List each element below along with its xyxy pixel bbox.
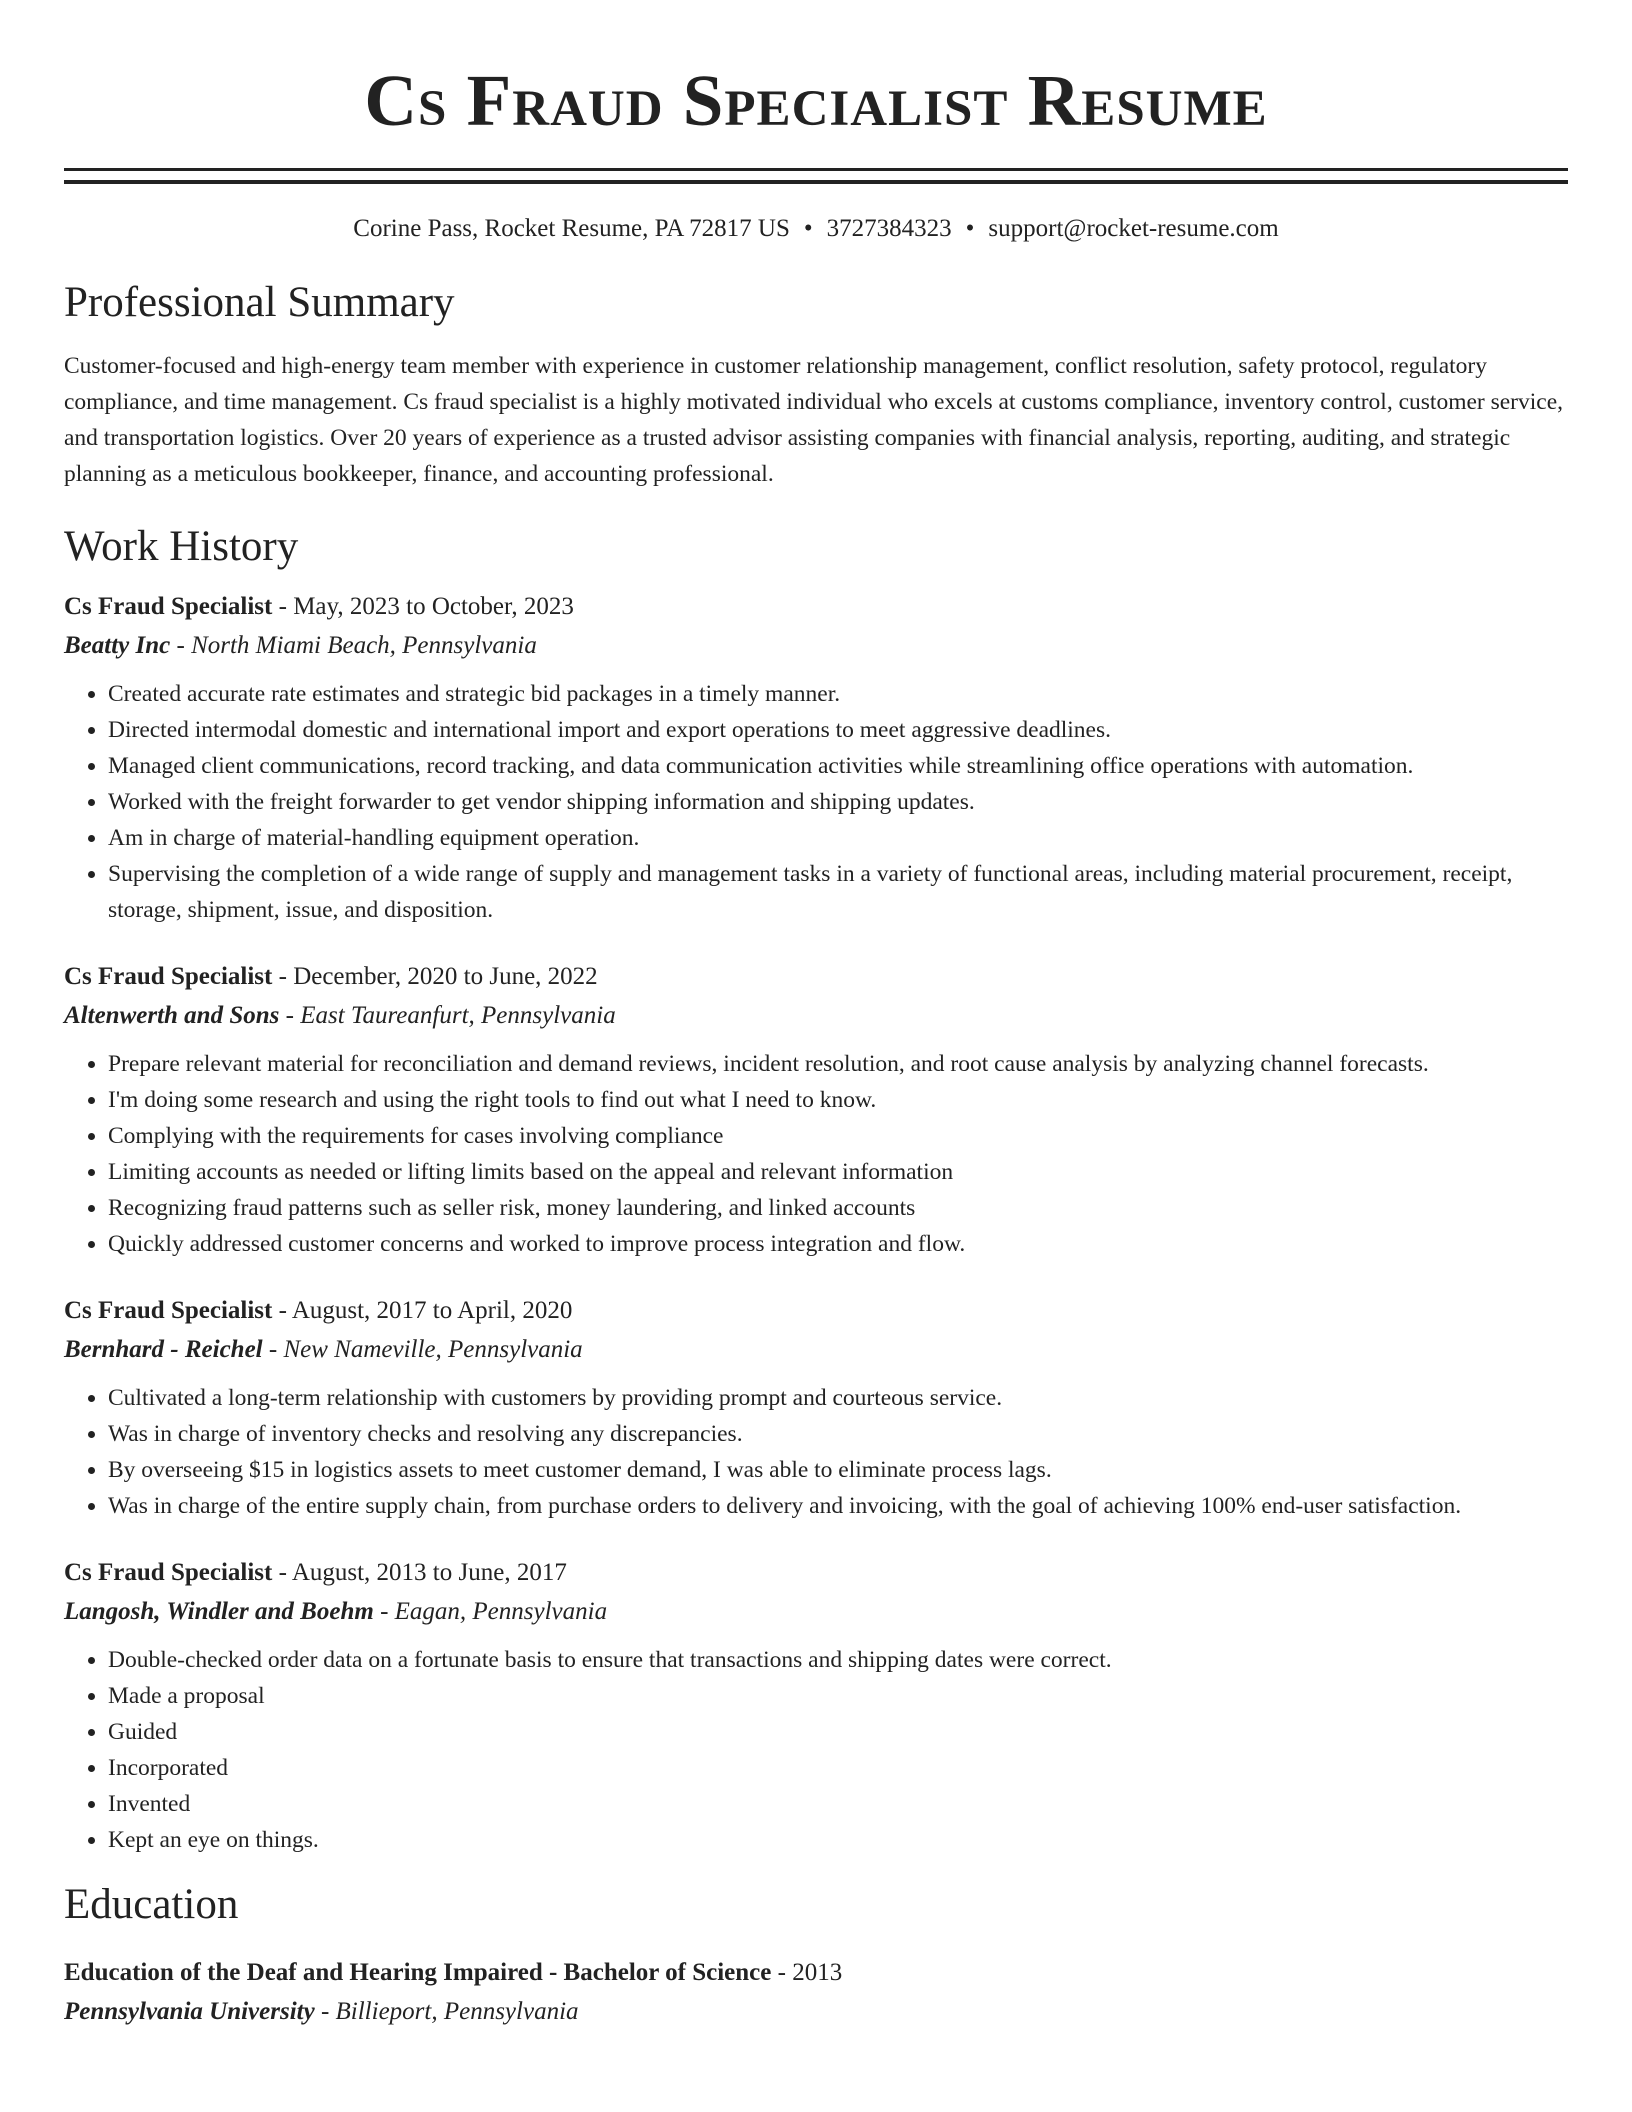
- job-company: Beatty Inc: [64, 632, 171, 659]
- list-item: • Complying with the requirements for cases involving compliance: [108, 1118, 1568, 1154]
- job-dates: August, 2013 to June, 2017: [291, 1559, 567, 1586]
- job-dates: August, 2017 to April, 2020: [291, 1297, 573, 1324]
- work-history-heading: Work History: [64, 523, 299, 570]
- job-title: Cs Fraud Specialist: [64, 1297, 273, 1324]
- job-header: [64, 1554, 1568, 1592]
- list-item: • Was in charge of the entire supply chain, from purchase orders to delivery and invoicing, with the goal of achieving 100% end-user satisfaction.: [108, 1488, 1568, 1524]
- education-degree: Education of the Deaf and Hearing Impaired - Bachelor of Science: [64, 1959, 772, 1986]
- contact-phone: 3727384323: [826, 215, 952, 242]
- work-history-section: [64, 522, 1568, 1858]
- list-item: • Worked with the freight forwarder to get vendor shipping information and shipping updates.: [108, 784, 1568, 820]
- list-item: • Created accurate rate estimates and strategic bid packages in a timely manner.: [108, 676, 1568, 712]
- job-company-line: [64, 1592, 1568, 1632]
- job-bullets: [64, 1046, 1568, 1262]
- job-company-line: [64, 1330, 1568, 1370]
- education-school-line: [64, 1992, 1568, 2032]
- page-title: Cs Fraud Specialist Resume: [364, 60, 1268, 141]
- list-item: • Supervising the completion of a wide range of supply and management tasks in a variety of functional areas, including material procurement, receipt, storage, shipment, issue, and disposition.: [108, 856, 1568, 928]
- job-entry: [64, 588, 1568, 928]
- job-company-line: [64, 626, 1568, 666]
- list-item: • Cultivated a long-term relationship with customers by providing prompt and courteous service.: [108, 1380, 1568, 1416]
- list-item: • Kept an eye on things.: [108, 1822, 1568, 1858]
- education-school: Pennsylvania University: [64, 1998, 315, 2025]
- list-item: • Managed client communications, record tracking, and data communication activities while streamlining office operations with automation.: [108, 748, 1568, 784]
- list-item: • Quickly addressed customer concerns and worked to improve process integration and flow.: [108, 1226, 1568, 1262]
- job-location: East Taureanfurt, Pennsylvania: [300, 1002, 616, 1029]
- list-item: • Double-checked order data on a fortunate basis to ensure that transactions and shipping dates were correct.: [108, 1642, 1568, 1678]
- job-location: North Miami Beach, Pennsylvania: [191, 632, 537, 659]
- summary-text: Customer-focused and high-energy team member with experience in customer relationship management, conflict resolution, safety protocol, regulatory compliance, and time management. Cs fraud specialist is a highly motivated individual who excels at customs compliance, inventory control, customer service, and transportation logistics. Over 20 years of experience as a trusted advisor assisting companies with financial analysis, reporting, auditing, and strategic planning as a meticulous bookkeeper, finance, and accounting professional.: [64, 353, 1564, 487]
- contact-address: Corine Pass, Rocket Resume, PA 72817 US: [353, 215, 790, 242]
- dash: -: [278, 1297, 287, 1324]
- dash: -: [777, 1959, 786, 1986]
- dash: -: [278, 963, 287, 990]
- dash: -: [285, 1002, 294, 1029]
- dash: -: [320, 1998, 330, 2025]
- list-item: • Recognizing fraud patterns such as seller risk, money laundering, and linked accounts: [108, 1190, 1568, 1226]
- job-location: Eagan, Pennsylvania: [394, 1598, 608, 1625]
- job-bullets: [64, 676, 1568, 928]
- dash: -: [176, 632, 185, 659]
- list-item: • Directed intermodal domestic and international import and export operations to meet aggressive deadlines.: [108, 712, 1568, 748]
- dash: -: [380, 1598, 389, 1625]
- list-item: • By overseeing $15 in logistics assets to meet customer demand, I was able to eliminate process lags.: [108, 1452, 1568, 1488]
- list-item: • Am in charge of material-handling equipment operation.: [108, 820, 1568, 856]
- contact-separator: •: [803, 215, 813, 242]
- list-item: • I'm doing some research and using the right tools to find out what I need to know.: [108, 1082, 1568, 1118]
- job-dates: May, 2023 to October, 2023: [293, 593, 574, 620]
- job-dates: December, 2020 to June, 2022: [293, 963, 598, 990]
- list-item: • Limiting accounts as needed or lifting limits based on the appeal and relevant information: [108, 1154, 1568, 1190]
- list-item: • Prepare relevant material for reconciliation and demand reviews, incident resolution, and root cause analysis by analyzing channel forecasts.: [108, 1046, 1568, 1082]
- education-degree-line: [64, 1954, 1568, 1992]
- job-company: Altenwerth and Sons: [64, 1002, 280, 1029]
- education-year: 2013: [792, 1959, 843, 1986]
- education-section: [64, 1880, 1568, 2032]
- job-location: New Nameville, Pennsylvania: [283, 1336, 583, 1363]
- job-company: Bernhard - Reichel: [64, 1336, 263, 1363]
- education-heading: Education: [64, 1881, 239, 1928]
- job-title: Cs Fraud Specialist: [64, 1559, 273, 1586]
- list-item: • Was in charge of inventory checks and resolving any discrepancies.: [108, 1416, 1568, 1452]
- job-title: Cs Fraud Specialist: [64, 963, 273, 990]
- job-company: Langosh, Windler and Boehm: [64, 1598, 374, 1625]
- dash: -: [268, 1336, 278, 1363]
- list-item: • Guided: [108, 1714, 1568, 1750]
- job-header: [64, 588, 1568, 626]
- summary-heading: Professional Summary: [64, 279, 455, 326]
- job-entry: [64, 1554, 1568, 1858]
- job-entry: [64, 1292, 1568, 1524]
- job-header: [64, 1292, 1568, 1330]
- contact-line: [64, 214, 1568, 244]
- job-bullets: [64, 1642, 1568, 1858]
- list-item: • Invented: [108, 1786, 1568, 1822]
- job-title: Cs Fraud Specialist: [64, 593, 273, 620]
- job-company-line: [64, 996, 1568, 1036]
- dash: -: [278, 593, 287, 620]
- contact-separator: •: [965, 215, 975, 242]
- dash: -: [278, 1559, 287, 1586]
- list-item: • Incorporated: [108, 1750, 1568, 1786]
- title-divider: [64, 168, 1568, 184]
- education-location: Billieport, Pennsylvania: [335, 1998, 579, 2025]
- list-item: • Made a proposal: [108, 1678, 1568, 1714]
- contact-email: support@rocket-resume.com: [988, 215, 1279, 242]
- summary-section: [64, 278, 1568, 492]
- job-bullets: [64, 1380, 1568, 1524]
- job-entry: [64, 958, 1568, 1262]
- job-header: [64, 958, 1568, 996]
